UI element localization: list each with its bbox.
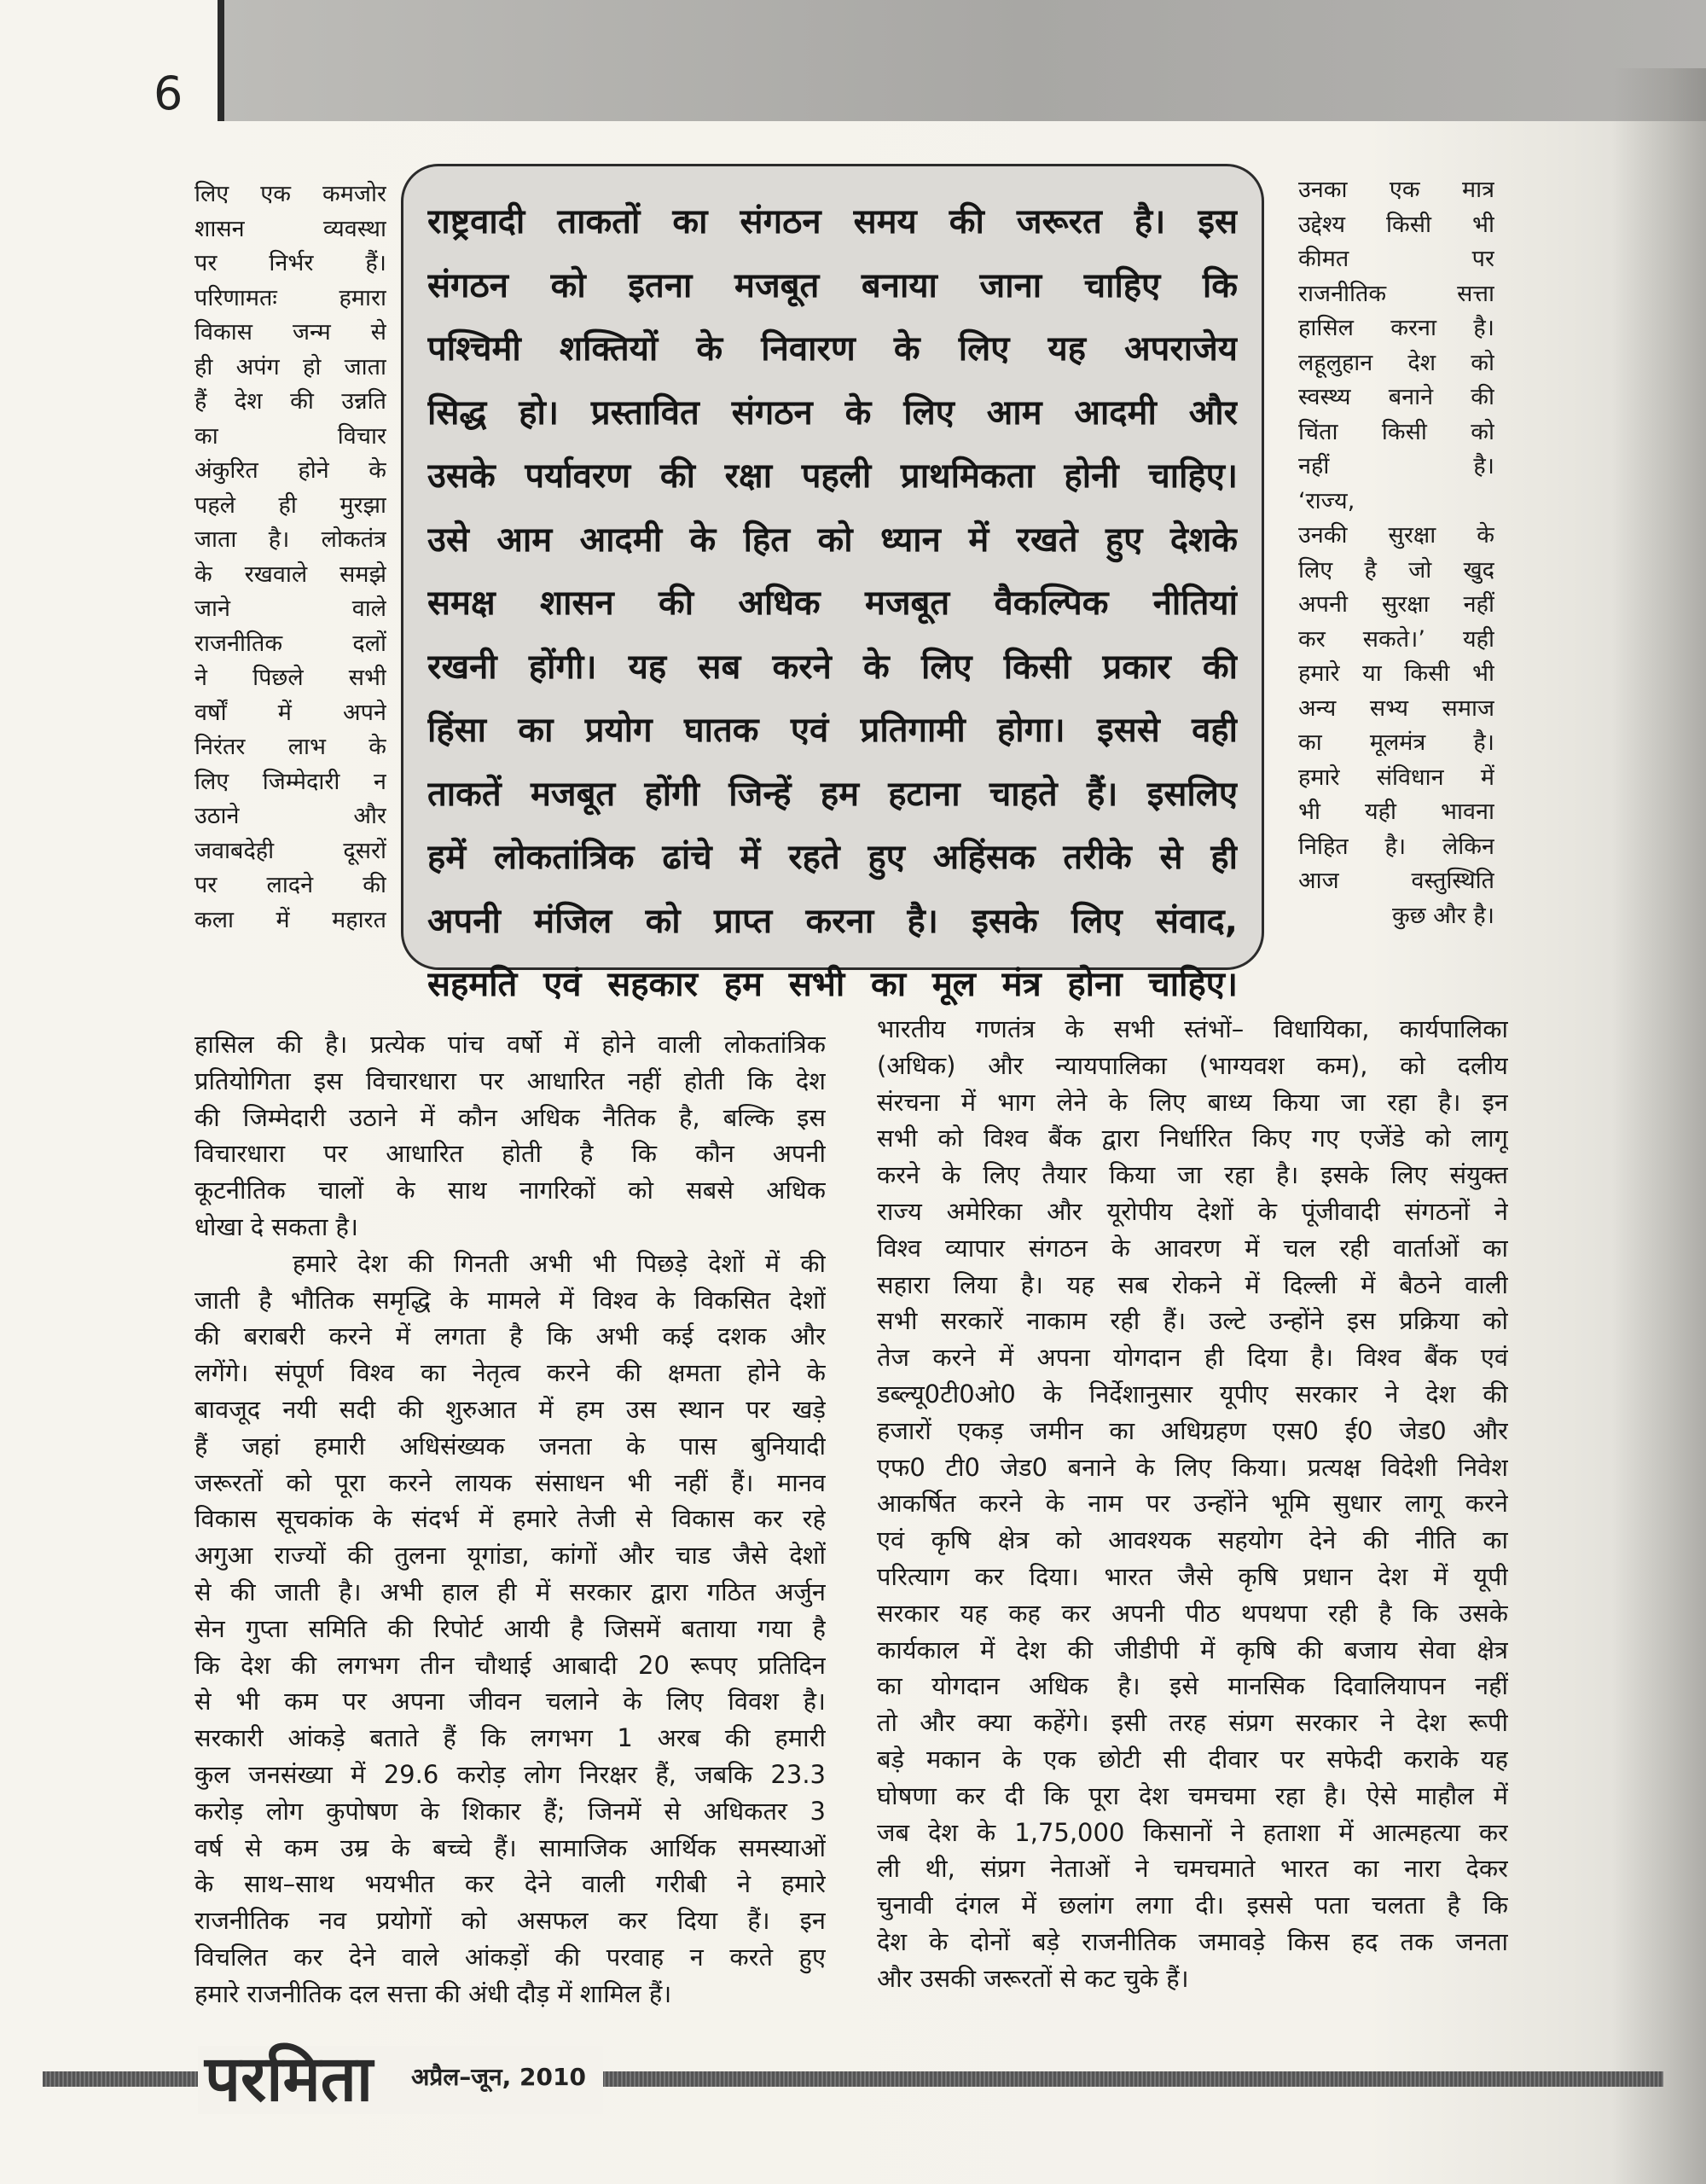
body-line: से की जाती है। अभी हाल ही में सरकार द्वारा गठित अर्जुन xyxy=(194,1577,826,1606)
left-column-line: वर्षों में अपने xyxy=(194,699,386,726)
body-line: ली थी, संप्रग नेताओं ने चमचमाते भारत का नारा देकर xyxy=(877,1854,1508,1884)
left-column-line: पर निर्भर हैं। xyxy=(194,250,386,276)
left-column-line: जवाबदेही दूसरों xyxy=(194,837,386,864)
left-column-line: राजनीतिक दलों xyxy=(194,630,386,657)
right-column-line: लहूलुहान देश को xyxy=(1298,349,1494,376)
pull-quote-line: उसके पर्यावरण की रक्षा पहली प्राथमिकता होनी चाहिए। xyxy=(427,456,1238,496)
body-line: अगुआ राज्यों की तुलना यूगांडा, कांगों और चाड जैसे देशों xyxy=(194,1541,826,1571)
body-line: परित्याग कर दिया। भारत जैसे कृषि प्रधान देश में यूपी xyxy=(877,1561,1508,1591)
right-column-line: अन्य सभ्य समाज xyxy=(1298,694,1494,722)
body-line: एवं कृषि क्षेत्र को आवश्यक सहयोग देने की नीति का xyxy=(877,1525,1508,1555)
pull-quote-line: रखनी होंगी। यह सब करने के लिए किसी प्रकार की xyxy=(427,647,1238,687)
body-line: की जिम्मेदारी उठाने में कौन अधिक नैतिक है, बल्कि इस xyxy=(194,1102,826,1132)
left-column-line: उठाने और xyxy=(194,803,386,829)
body-line: सभी को विश्व बैंक द्वारा निर्धारित किए गए एजेंडे को लागू xyxy=(877,1124,1508,1153)
body-line: हमारे राजनीतिक दल सत्ता की अंधी दौड़ में शामिल हैं। xyxy=(194,1978,672,2008)
body-line: कूटनीतिक चालों के साथ नागरिकों को सबसे अधिक xyxy=(194,1176,826,1205)
body-line: सरकारी आंकड़े बताते हैं कि लगभग 1 अरब की हमारी xyxy=(194,1723,826,1753)
left-column-line: परिणामतः हमारा xyxy=(194,284,386,311)
body-line: से भी कम पर अपना जीवन चलाने के लिए विवश है। xyxy=(194,1687,826,1716)
right-column-line: लिए है जो खुद xyxy=(1298,556,1494,584)
body-line: आकर्षित करने के नाम पर उन्होंने भूमि सुधार लागू करने xyxy=(877,1489,1508,1519)
binding-shadow xyxy=(1612,68,1706,2184)
body-line: भारतीय गणतंत्र के सभी स्तंभों– विधायिका, कार्यपालिका xyxy=(877,1014,1508,1043)
body-line: सेन गुप्ता समिति की रिपोर्ट आयी है जिसमें बताया गया है xyxy=(194,1613,826,1643)
pull-quote-line: उसे आम आदमी के हित को ध्यान में रखते हुए देशके xyxy=(427,520,1238,560)
body-line: विचारधारा पर आधारित होती है कि कौन अपनी xyxy=(194,1139,826,1169)
body-line: और उसकी जरूरतों से कट चुके हैं। xyxy=(877,1963,1189,1993)
body-line: हैं जहां हमारी अधिसंख्यक जनता के पास बुनियादी xyxy=(194,1431,826,1461)
header-band xyxy=(0,0,1706,121)
body-line: की बराबरी करने में लगता है कि अभी कई दशक और xyxy=(194,1321,826,1351)
right-column-line: उनका एक मात्र xyxy=(1298,177,1494,203)
body-line: धोखा दे सकता है। xyxy=(194,1211,358,1241)
body-line: जब देश के 1,75,000 किसानों ने हताशा में आत्महत्या कर xyxy=(877,1817,1508,1847)
right-column-line: का मूलमंत्र है। xyxy=(1298,729,1494,756)
pull-quote-line: समक्ष शासन की अधिक मजबूत वैकल्पिक नीतियां xyxy=(427,584,1238,623)
right-column-line: चिंता किसी को xyxy=(1298,418,1494,445)
body-line: डब्ल्यू0टी0ओ0 के निर्देशानुसार यूपीए सरकार ने देश की xyxy=(877,1379,1508,1409)
body-line: कार्यकाल में देश की जीडीपी में कृषि की बजाय सेवा क्षेत्र xyxy=(877,1635,1508,1664)
body-line: राज्य अमेरिका और यूरोपीय देशों के पूंजीवादी संगठनों ने xyxy=(877,1196,1508,1226)
issue-date: अप्रैल–जून, 2010 xyxy=(411,2063,586,2091)
right-column-line: हमारे संविधान में xyxy=(1298,764,1494,791)
right-column-line: भी यही भावना xyxy=(1298,799,1494,825)
body-line: राजनीतिक नव प्रयोगों को असफल कर दिया हैं। इन xyxy=(194,1906,826,1936)
body-line: (अधिक) और न्यायपालिका (भाग्यवश कम), को दलीय xyxy=(877,1050,1508,1080)
body-line: बड़े मकान के एक छोटी सी दीवार पर सफेदी कराके यह xyxy=(877,1744,1508,1774)
right-column-line: निहित है। लेकिन xyxy=(1298,833,1494,860)
pull-quote-line: संगठन को इतना मजबूत बनाया जाना चाहिए कि xyxy=(427,265,1238,305)
body-line: सरकार यह कह कर अपनी पीठ थपथपा रही है कि उसके xyxy=(877,1598,1508,1628)
right-column-line: नहीं है। xyxy=(1298,453,1494,479)
body-line: बावजूद नयी सदी की शुरुआत में हम उस स्थान पर खड़े xyxy=(194,1394,826,1424)
header-margin xyxy=(0,0,218,121)
left-column-line: जाता है। लोकतंत्र xyxy=(194,526,386,553)
body-line: करने के लिए तैयार किया जा रहा है। इसके लिए संयुक्त xyxy=(877,1160,1508,1190)
right-column xyxy=(1298,173,1494,933)
body-line: कुल जनसंख्या में 29.6 करोड़ लोग निरक्षर हैं, जबकि 23.3 xyxy=(194,1759,826,1789)
left-column-line: ने पिछले सभी xyxy=(194,665,386,691)
pull-quote-box xyxy=(401,164,1264,1004)
pull-quote-line: अपनी मंजिल को प्राप्त करना है। इसके लिए संवाद, xyxy=(427,901,1238,941)
body-line: लगेंगे। संपूर्ण विश्व का नेतृत्व करने की क्षमता होने के xyxy=(194,1358,826,1388)
left-column-line: लिए जिम्मेदारी न xyxy=(194,768,386,795)
right-column-line: स्वस्थ्य बनाने की xyxy=(1298,384,1494,410)
left-column-line: पर लादने की xyxy=(194,872,386,898)
pull-quote-line: पश्चिमी शक्तियों के निवारण के लिए यह अपराजेय xyxy=(427,329,1238,369)
left-column-line: का विचार xyxy=(194,422,386,450)
left-column-line: ही अपंग हो जाता xyxy=(194,353,386,380)
left-column-line: जाने वाले xyxy=(194,595,386,622)
pull-quote-line: हिंसा का प्रयोग घातक एवं प्रतिगामी होगा। इससे वही xyxy=(427,711,1238,750)
lower-right-column xyxy=(877,1011,1508,1997)
pull-quote-line: ताकतें मजबूत होंगी जिन्हें हम हटाना चाहते हैं। इसलिए xyxy=(427,774,1238,814)
left-column-line: हैं देश की उन्नति xyxy=(194,388,386,415)
body-line: जरूरतों को पूरा करने लायक संसाधन भी नहीं हैं। मानव xyxy=(194,1467,826,1497)
left-column-line: निरंतर लाभ के xyxy=(194,734,386,760)
body-line: जाती है भौतिक समृद्धि के मामले में विश्व के विकसित देशों xyxy=(194,1285,826,1315)
body-line: तेज करने में अपना योगदान ही दिया है। विश्व बैंक एवं xyxy=(877,1343,1508,1373)
right-column-line: हमारे या किसी भी xyxy=(1298,660,1494,687)
right-column-line: कीमत पर xyxy=(1298,246,1494,272)
left-column xyxy=(194,177,386,938)
body-line: प्रतियोगिता इस विचारधारा पर आधारित नहीं होती कि देश xyxy=(194,1066,826,1095)
right-column-line: कुछ और है। xyxy=(1391,902,1494,929)
body-line: घोषणा कर दी कि पूरा देश चमचमा रहा है। ऐसे माहौल में xyxy=(877,1780,1508,1810)
body-line: एफ0 टी0 जेड0 बनाने के लिए किया। प्रत्यक्ष विदेशी निवेश xyxy=(877,1452,1508,1482)
right-column-line: राजनीतिक सत्ता xyxy=(1298,280,1494,307)
pull-quote-line: हमें लोकतांत्रिक ढांचे में रहते हुए अहिंसक तरीके से ही xyxy=(427,838,1238,877)
body-line: चुनावी दंगल में छलांग लगा दी। इससे पता चलता है कि xyxy=(877,1891,1508,1920)
right-column-line: उनकी सुरक्षा के xyxy=(1298,522,1494,549)
left-column-line: पहले ही मुरझा xyxy=(194,491,386,519)
left-column-line: शासन व्यवस्था xyxy=(194,215,386,242)
body-line: विश्व व्यापार संगठन के आवरण में चल रही वार्ताओं का xyxy=(877,1233,1508,1263)
left-column-line: अंकुरित होने के xyxy=(194,457,386,484)
body-line: तो और क्या कहेंगे। इसी तरह संप्रग सरकार ने देश रूपी xyxy=(877,1708,1508,1738)
body-line: हमारे देश की गिनती अभी भी पिछड़े देशों में की xyxy=(293,1248,826,1278)
right-column-line: कर सकते।’ यही xyxy=(1298,625,1494,653)
pull-quote-line: राष्ट्रवादी ताकतों का संगठन समय की जरूरत है। इस xyxy=(427,202,1238,241)
body-line: सभी सरकारें नाकाम रही हैं। उल्टे उन्होंने इस प्रक्रिया को xyxy=(877,1306,1508,1336)
body-line: संरचना में भाग लेने के लिए बाध्य किया जा रहा है। इन xyxy=(877,1087,1508,1117)
left-column-line: के रखवाले समझे xyxy=(194,561,386,588)
body-line: हजारों एकड़ जमीन का अधिग्रहण एस0 ई0 जेड0 और xyxy=(877,1415,1508,1445)
right-column-line: ‘राज्य, xyxy=(1298,487,1355,514)
body-line: देश के दोनों बड़े राजनीतिक जमावड़े किस हद तक जनता xyxy=(877,1926,1508,1956)
body-line: सहारा लिया है। यह सब रोकने में दिल्ली में बैठने वाली xyxy=(877,1269,1508,1299)
left-column-line: कला में महारत xyxy=(194,906,386,933)
lower-left-column xyxy=(194,1026,826,2013)
body-line: विकास सूचकांक के संदर्भ में हमारे तेजी से विकास कर रहे xyxy=(194,1504,826,1534)
right-column-line: हासिल करना है। xyxy=(1298,315,1494,341)
magazine-logo: परमिता xyxy=(205,2042,374,2116)
body-line: विचलित कर देने वाले आंकड़ों की परवाह न करते हुए xyxy=(194,1942,826,1972)
left-column-line: लिए एक कमजोर xyxy=(194,181,386,207)
body-line: वर्ष से कम उम्र के बच्चे हैं। सामाजिक आर्थिक समस्याओं xyxy=(194,1833,826,1862)
body-line: के साथ–साथ भयभीत कर देने वाली गरीबी ने हमारे xyxy=(194,1869,826,1899)
pull-quote-text xyxy=(427,190,1238,1017)
right-column-line: अपनी सुरक्षा नहीं xyxy=(1298,591,1494,618)
pull-quote-line: सहमति एवं सहकार हम सभी का मूल मंत्र होना चाहिए। xyxy=(427,965,1238,1004)
right-column-line: उद्देश्य किसी भी xyxy=(1298,211,1494,238)
header-rule xyxy=(218,0,224,121)
body-line: का योगदान अधिक है। इसे मानसिक दिवालियापन नहीं xyxy=(877,1671,1508,1701)
page-number: 6 xyxy=(154,67,183,120)
pull-quote-line: सिद्ध हो। प्रस्तावित संगठन के लिए आम आदमी और xyxy=(427,392,1238,433)
left-column-line: विकास जन्म से xyxy=(194,319,386,346)
body-line: करोड़ लोग कुपोषण के शिकार हैं; जिनमें से अधिकतर 3 xyxy=(194,1796,826,1826)
body-line: हासिल की है। प्रत्येक पांच वर्षो में होने वाली लोकतांत्रिक xyxy=(194,1030,826,1059)
body-line: कि देश की लगभग तीन चौथाई आबादी 20 रूपए प्रतिदिन xyxy=(194,1650,826,1680)
right-column-line: आज वस्तुस्थिति xyxy=(1298,868,1494,894)
